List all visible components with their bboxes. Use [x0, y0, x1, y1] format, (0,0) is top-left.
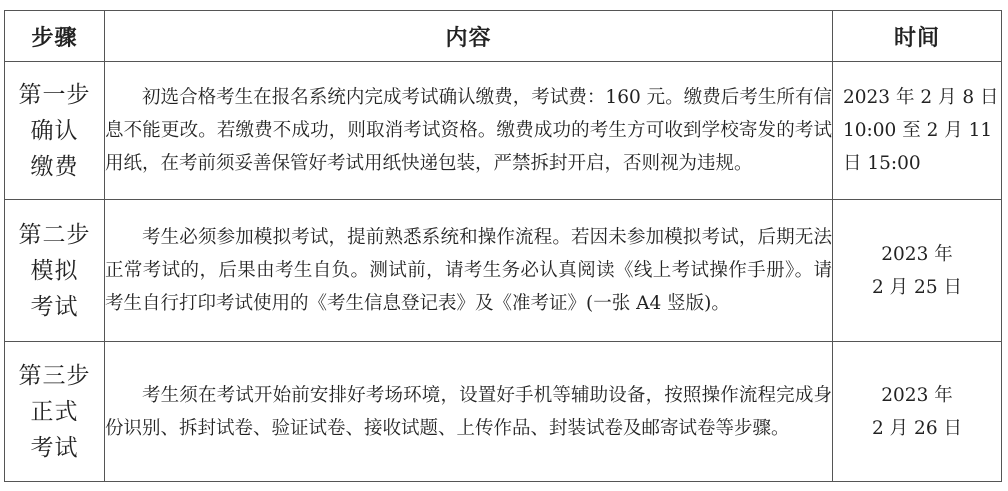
table-header: [5, 11, 1002, 62]
time-line: 10:00 至 2 月 11: [843, 120, 993, 141]
step-label-line: 第二步: [18, 221, 91, 248]
content-cell: 初选合格考生在报名系统内完成考试确认缴费，考试费：160 元。缴费后考生所有信息不能更改。若缴费不成功，则取消考试资格。缴费成功的考生方可收到学校寄发的考试用纸，在考前须妥善保管好考试用纸快递包装，严禁拆封开启，否则视为违规。: [105, 62, 833, 200]
header-time: 时间: [833, 11, 1002, 62]
exam-schedule-table: [4, 10, 1002, 482]
time-line: 2023 年 2 月 8 日: [843, 87, 999, 108]
table-row: [5, 62, 1002, 200]
step-label-line: 第三步: [18, 362, 91, 389]
step-label-line: 考试: [30, 434, 79, 461]
step-cell: [5, 342, 105, 482]
step-label-line: 正式: [30, 398, 79, 425]
time-line: 2 月 25 日: [872, 276, 962, 298]
time-line: 2023 年: [881, 243, 953, 265]
header-row: [5, 11, 1002, 62]
step-label-line: 模拟: [30, 257, 79, 284]
step-cell: [5, 62, 105, 200]
content-cell: 考生须在考试开始前安排好考场环境，设置好手机等辅助设备，按照操作流程完成身份识别、拆封试卷、验证试卷、接收试题、上传作品、封装试卷及邮寄试卷等步骤。: [105, 342, 833, 482]
time-line: 2023 年: [881, 384, 953, 406]
step-label-line: 缴费: [30, 153, 79, 180]
content-cell: 考生必须参加模拟考试，提前熟悉系统和操作流程。若因未参加模拟考试，后期无法正常考试的，后果由考生自负。测试前，请考生务必认真阅读《线上考试操作手册》。请考生自行打印考试使用的《考生信息登记表》及《准考证》(一张 A4 竖版)。: [105, 200, 833, 342]
time-line: 2 月 26 日: [872, 417, 962, 439]
table-row: [5, 342, 1002, 482]
time-cell: [833, 342, 1002, 482]
step-label-line: 确认: [30, 117, 79, 144]
step-label-line: 第一步: [18, 81, 91, 108]
header-content: 内容: [105, 11, 833, 62]
header-step: 步骤: [5, 11, 105, 62]
time-line: 日 15:00: [843, 153, 921, 174]
time-cell: [833, 62, 1002, 200]
table-row: [5, 200, 1002, 342]
table-body: [5, 62, 1002, 482]
time-cell: [833, 200, 1002, 342]
step-cell: [5, 200, 105, 342]
step-label-line: 考试: [30, 293, 79, 320]
